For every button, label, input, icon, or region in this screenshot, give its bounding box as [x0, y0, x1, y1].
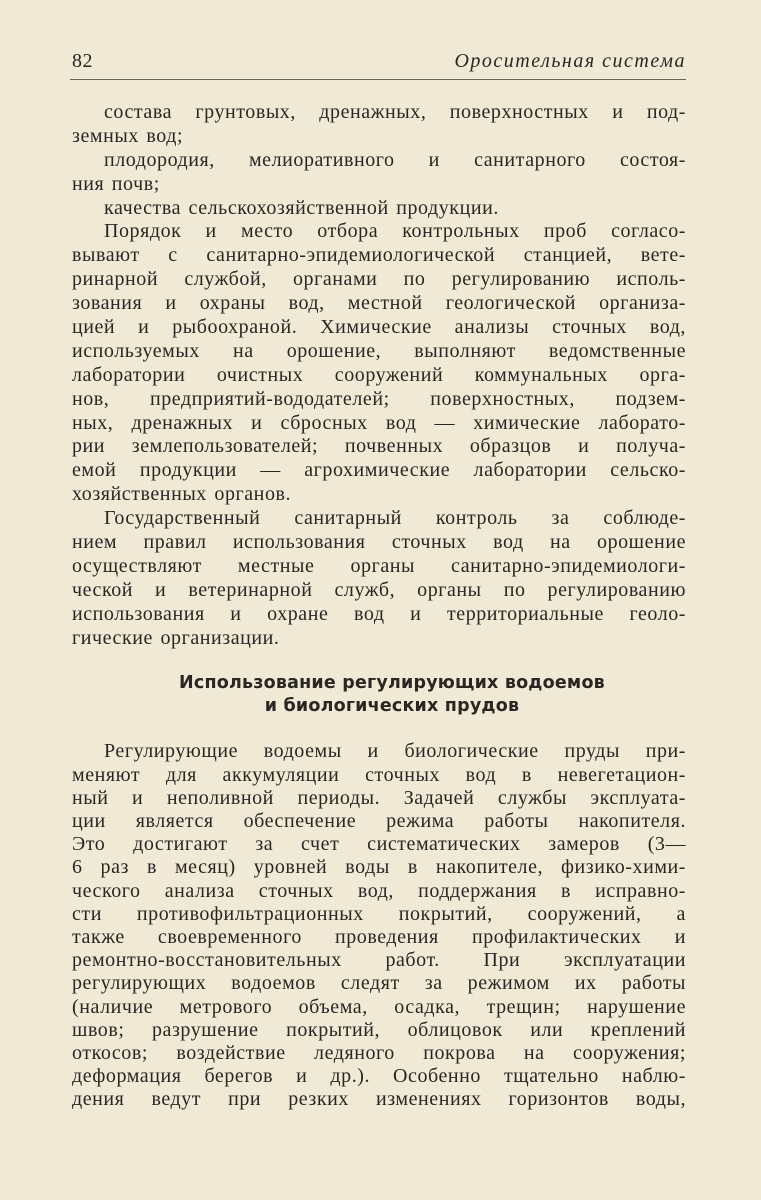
text-line: осуществляют местные органы санитарно-эпидемиологи-	[72, 554, 686, 577]
text-line: швов; разрушение покрытий, облицовок или креплений	[72, 1018, 686, 1041]
text-line: земных вод;	[72, 124, 184, 147]
text-line: ный и неполивной периоды. Задачей службы эксплуата-	[72, 786, 686, 809]
text-line: ческого анализа сточных вод, поддержания в исправно-	[72, 879, 686, 902]
text-line: меняют для аккумуляции сточных вод в невегетацион-	[72, 763, 686, 786]
section-heading	[72, 672, 686, 718]
text-line: 6 раз в месяц) уровней воды в накопителе, физико-хими-	[72, 856, 686, 879]
header-rule	[70, 79, 686, 80]
text-line: плодородия, мелиоративного и санитарного состоя-	[104, 148, 686, 171]
text-line: откосов; воздействие ледяного покрова на сооружения;	[72, 1041, 686, 1064]
text-line: нов, предприятий-вододателей; поверхностных, подзем-	[72, 387, 686, 410]
text-line: использования и охране вод и территориальные геоло-	[72, 602, 686, 625]
running-title: Оросительная система	[454, 50, 686, 72]
text-line: ремонтно-восстановительных работ. При эксплуатации	[72, 949, 686, 972]
text-line: также своевременного проведения профилактических и	[72, 925, 686, 948]
text-line: емой продукции — агрохимические лаборатории сельско-	[72, 459, 686, 482]
text-line: состава грунтовых, дренажных, поверхностных и под-	[104, 101, 686, 123]
text-line: Порядок и место отбора контрольных проб согласо-	[104, 220, 686, 243]
text-line: цией и рыбоохраной. Химические анализы сточных вод,	[72, 316, 686, 339]
text-line: ных, дренажных и сбросных вод — химические лаборато-	[72, 411, 686, 434]
text-line: дения ведут при резких изменениях горизонтов воды,	[72, 1088, 686, 1111]
heading-line: Использование регулирующих водоемов	[179, 673, 605, 694]
text-line: ринарной службой, органами по регулированию исполь-	[72, 268, 686, 291]
text-line: лаборатории очистных сооружений коммунальных орга-	[72, 363, 686, 386]
page-number: 82	[72, 50, 93, 72]
text-line: ческой и ветеринарной служб, органы по регулированию	[72, 578, 686, 601]
text-line: зования и охраны вод, местной геологической организа-	[72, 292, 686, 315]
text-line: нием правил использования сточных вод на орошение	[72, 531, 686, 554]
text-block-reservoirs	[72, 740, 686, 1111]
text-line: ции является обеспечение режима работы накопителя.	[72, 810, 686, 833]
text-line: хозяйственных органов.	[72, 483, 292, 506]
text-line: (наличие метрового объема, осадка, трещин; нарушение	[72, 995, 686, 1018]
text-line: регулирующих водоемов следят за режимом их работы	[72, 972, 686, 995]
text-line: вывают с санитарно-эпидемиологической станцией, вете-	[72, 244, 686, 267]
text-line: Государственный санитарный контроль за соблюде-	[104, 507, 686, 530]
text-line: сти противофильтрационных покрытий, сооружений, а	[72, 902, 686, 925]
heading-line: и биологических прудов	[264, 696, 520, 717]
page-body	[72, 101, 686, 1111]
text-line: Регулирующие водоемы и биологические пруды при-	[104, 740, 686, 763]
text-line: используемых на орошение, выполняют ведомственные	[72, 339, 686, 362]
text-line: гические организации.	[72, 626, 280, 649]
page-header	[70, 48, 686, 78]
text-line: деформация берегов и др.). Особенно тщательно наблю-	[72, 1065, 686, 1088]
text-line: рии землепользователей; почвенных образцов и получа-	[72, 435, 686, 458]
text-line: ния почв;	[72, 172, 160, 195]
text-line: Это достигают за счет систематических замеров (3—	[72, 833, 686, 856]
text-line: качества сельскохозяйственной продукции.	[104, 196, 499, 219]
text-block-monitoring	[72, 101, 686, 650]
